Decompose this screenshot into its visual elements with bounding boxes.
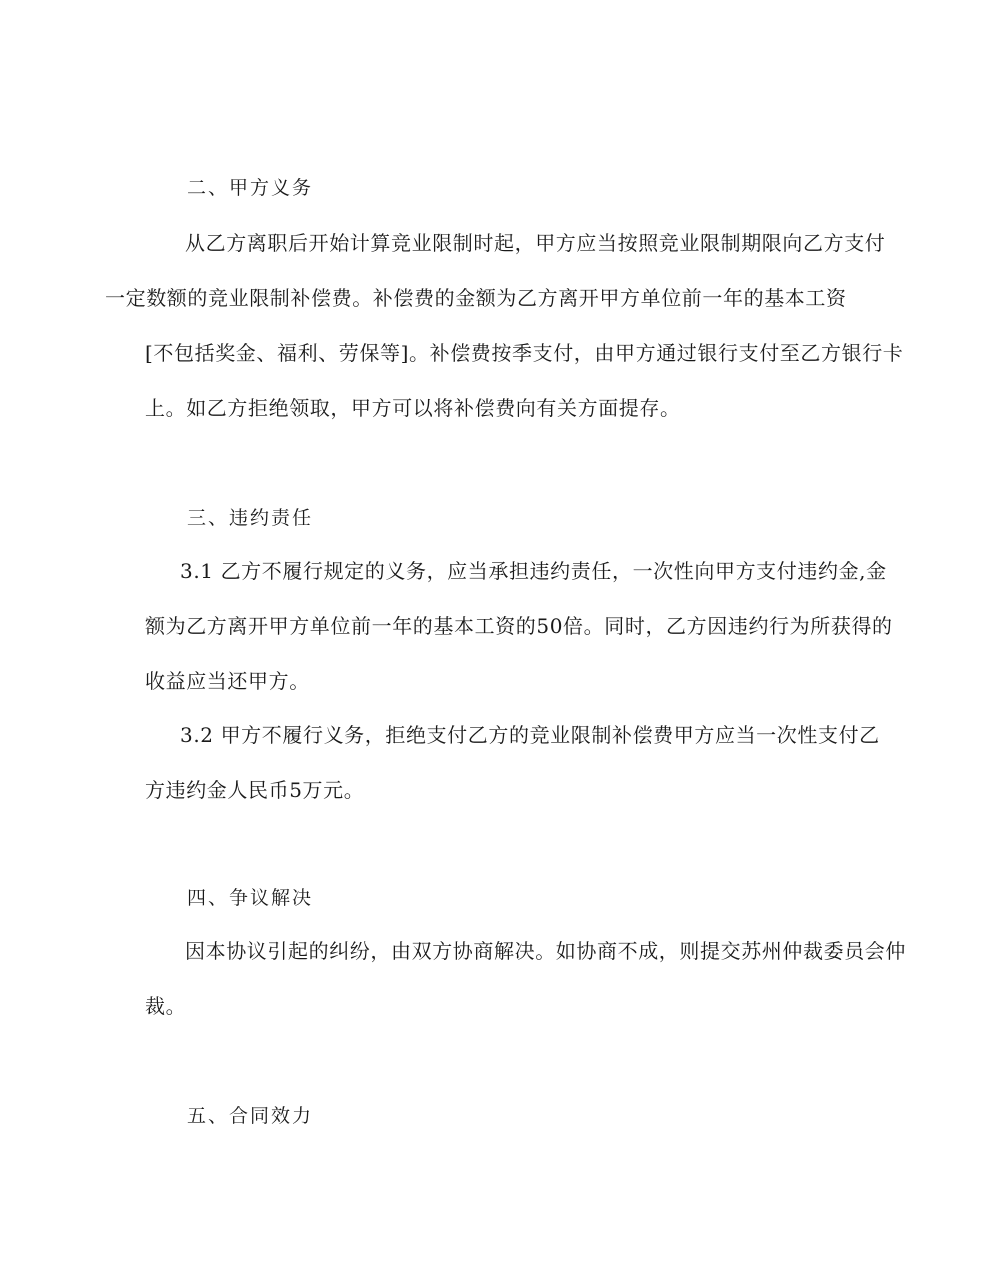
paragraph-line: 一定数额的竞业限制补偿费。补偿费的金额为乙方离开甲方单位前一年的基本工资 [105,286,847,310]
section-heading-liability: 三、违约责任 [187,507,314,529]
section-heading-obligations: 二、甲方义务 [187,177,314,199]
section-heading-dispute: 四、争议解决 [187,887,314,909]
paragraph-dispute [145,924,906,1034]
paragraph-line: 方违约金人民币5万元。 [145,778,365,802]
paragraph-line: 收益应当还甲方。 [145,669,310,693]
paragraph-compensation [105,216,904,436]
paragraph-line: [不包括奖金、福利、劳保等]。补偿费按季支付，由甲方通过银行支付至乙方银行卡 [145,341,904,365]
paragraph-3-1 [145,544,893,709]
paragraph-line: 3.2 甲方不履行义务，拒绝支付乙方的竞业限制补偿费甲方应当一次性支付乙 [180,723,880,747]
paragraph-line: 3.1 乙方不履行规定的义务，应当承担违约责任，一次性向甲方支付违约金,金 [180,559,887,583]
section-heading-validity: 五、合同效力 [187,1105,314,1127]
paragraph-3-2 [145,708,880,818]
paragraph-line: 裁。 [145,994,187,1018]
paragraph-line: 额为乙方离开甲方单位前一年的基本工资的50倍。同时，乙方因违约行为所获得的 [145,614,893,638]
paragraph-line: 上。如乙方拒绝领取，甲方可以将补偿费向有关方面提存。 [145,396,681,420]
paragraph-line: 因本协议引起的纠纷，由双方协商解决。如协商不成，则提交苏州仲裁委员会仲 [185,939,906,963]
paragraph-line: 从乙方离职后开始计算竞业限制时起，甲方应当按照竞业限制期限向乙方支付 [185,231,886,255]
